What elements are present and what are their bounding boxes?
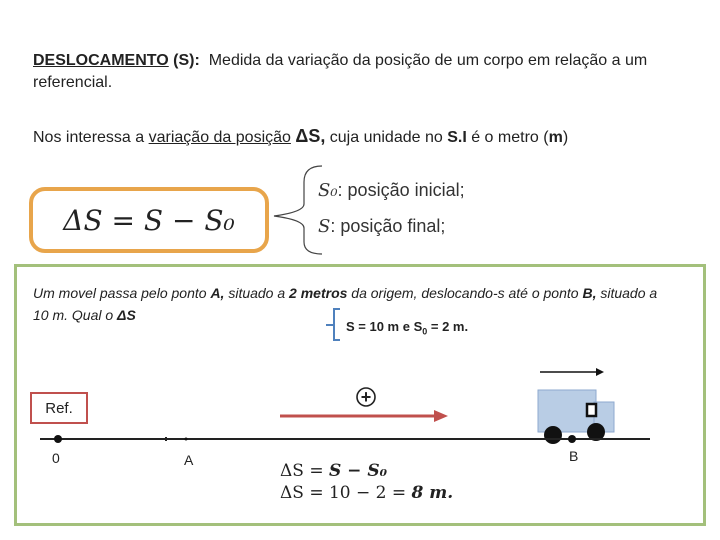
- interest-delta: ΔS,: [295, 126, 326, 146]
- point-a: [185, 438, 188, 441]
- interest-prefix: Nos interessa a: [33, 129, 149, 146]
- calc-line1-rhs: S − S₀: [328, 461, 388, 481]
- interest-middle: cuja unidade no: [325, 129, 448, 146]
- problem-point-b: B,: [582, 285, 597, 301]
- final-text: : posição final;: [330, 216, 446, 236]
- displacement-arrowhead: [434, 410, 448, 422]
- interest-si: S.I: [447, 129, 467, 146]
- origin-label: 0: [52, 450, 60, 466]
- final-var: S: [318, 216, 331, 237]
- reference-label: Ref.: [45, 399, 73, 417]
- point-a-label: A: [184, 452, 194, 468]
- problem-point-a: A,: [210, 285, 225, 301]
- given-s: S = 10 m e S: [346, 319, 423, 334]
- interest-end: ): [562, 129, 569, 146]
- interest-mid2: é o metro (: [466, 129, 549, 146]
- problem-part-2: situado a: [224, 285, 290, 301]
- truck-window: [587, 404, 596, 416]
- heading-term: DESLOCAMENTO: [33, 52, 169, 69]
- problem-distance: 2 metros: [289, 285, 348, 301]
- truck-rear-wheel: [544, 426, 562, 444]
- problem-part-1: Um movel passa pelo ponto: [33, 285, 211, 301]
- problem-question: ΔS: [117, 307, 136, 323]
- interest-phrase: variação da posição: [148, 129, 291, 146]
- interest-unit: m: [548, 129, 563, 146]
- heading-symbol: (S):: [173, 52, 200, 69]
- origin-point: [54, 435, 62, 443]
- motion-arrowhead: [596, 368, 604, 376]
- problem-part-4: situado a 10 m. Qual o: [33, 285, 658, 323]
- reference-box: [30, 392, 88, 424]
- problem-part-3: da origem, deslocando-s até o ponto: [347, 285, 583, 301]
- formula-text: ΔS = S − S₀: [63, 203, 235, 237]
- point-b-label: B: [569, 448, 579, 464]
- calculation-line-1: [280, 460, 453, 482]
- initial-var: S₀: [318, 180, 338, 201]
- calc-line2-result: 8 m.: [411, 483, 454, 503]
- calculation: [280, 460, 453, 504]
- calculation-line-2: [280, 482, 453, 504]
- given-sub: 0: [422, 326, 428, 337]
- plus-symbol: +: [360, 387, 372, 407]
- heading-definition: Medida da variação da posição de um corpo em relação a um referencial.: [33, 52, 648, 91]
- calc-line2-lhs: ΔS = 10 − 2 =: [280, 483, 412, 503]
- point-b: [568, 435, 576, 443]
- given-s0: = 2 m.: [427, 319, 469, 334]
- initial-text: : posição inicial;: [337, 180, 465, 200]
- calc-line1-lhs: ΔS =: [280, 461, 329, 481]
